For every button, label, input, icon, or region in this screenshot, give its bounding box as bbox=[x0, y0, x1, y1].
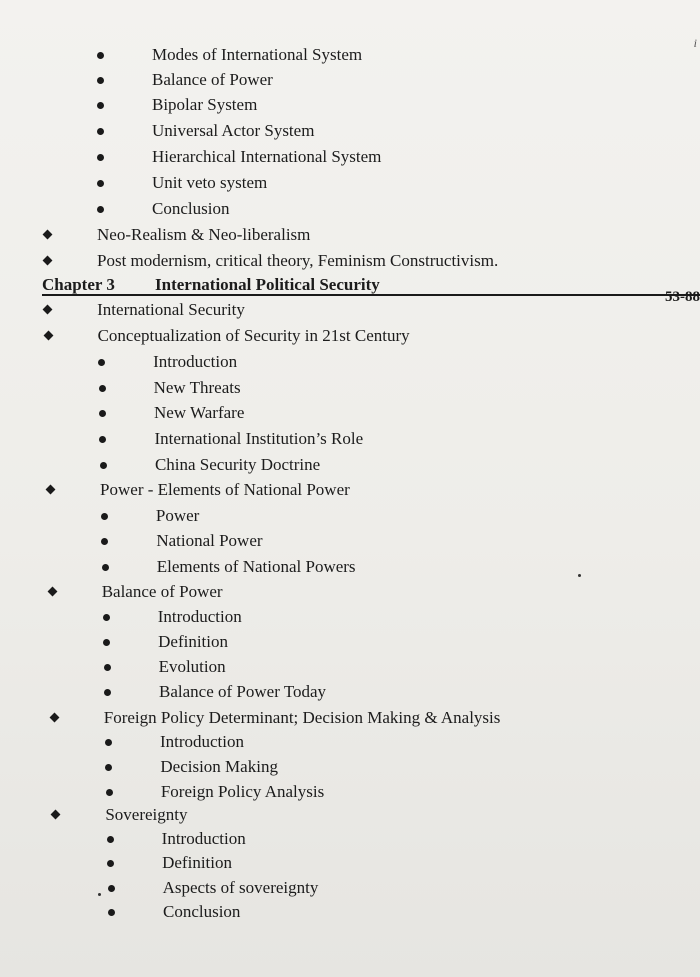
diamond-bullet-icon bbox=[43, 305, 53, 315]
subtopic-label: Universal Actor System bbox=[152, 121, 315, 140]
round-bullet-icon bbox=[108, 909, 115, 916]
round-bullet-icon bbox=[108, 885, 115, 892]
chapter-underline bbox=[42, 294, 700, 296]
subtopic-label: China Security Doctrine bbox=[154, 455, 321, 474]
diamond-bullet-icon bbox=[43, 256, 53, 266]
subtopic-label: Modes of International System bbox=[152, 45, 363, 64]
topic-label: Balance of Power bbox=[101, 582, 223, 601]
topic-label: Post modernism, critical theory, Feminism Constructivism. bbox=[97, 251, 499, 270]
subtopic-label: Foreign Policy Analysis bbox=[160, 782, 325, 801]
round-bullet-icon bbox=[102, 564, 109, 571]
round-bullet-icon bbox=[97, 77, 104, 84]
diamond-bullet-icon bbox=[43, 331, 53, 341]
round-bullet-icon bbox=[107, 860, 114, 867]
subtopic-label: Definition bbox=[158, 632, 229, 651]
round-bullet-icon bbox=[101, 513, 108, 520]
diamond-bullet-icon bbox=[51, 810, 61, 820]
diamond-bullet-icon bbox=[46, 485, 56, 495]
page-edge-mark: i bbox=[693, 36, 697, 50]
subtopic-label: Conclusion bbox=[152, 199, 230, 218]
topic-label: Conceptualization of Security in 21st Century bbox=[97, 326, 410, 345]
subtopic-label: Introduction bbox=[161, 829, 246, 848]
chapter-number: Chapter 3 bbox=[42, 275, 115, 294]
round-bullet-icon bbox=[103, 614, 110, 621]
subtopic-label: Conclusion bbox=[162, 902, 241, 921]
subtopic-label: Aspects of sovereignty bbox=[162, 878, 319, 897]
subtopic-label: Definition bbox=[162, 853, 232, 872]
subtopic-label: Introduction bbox=[153, 352, 238, 371]
round-bullet-icon bbox=[100, 462, 107, 469]
round-bullet-icon bbox=[99, 385, 106, 392]
round-bullet-icon bbox=[98, 359, 105, 366]
print-speck bbox=[98, 893, 101, 896]
diamond-bullet-icon bbox=[43, 230, 53, 240]
subtopic-label: New Threats bbox=[153, 378, 241, 397]
round-bullet-icon bbox=[106, 789, 113, 796]
round-bullet-icon bbox=[103, 639, 110, 646]
round-bullet-icon bbox=[101, 538, 108, 545]
topic-label: Power - Elements of National Power bbox=[100, 480, 350, 499]
subtopic-label: Bipolar System bbox=[152, 95, 258, 114]
subtopic-label: International Institution’s Role bbox=[154, 429, 364, 448]
chapter-title: International Political Security bbox=[155, 275, 380, 294]
round-bullet-icon bbox=[97, 154, 104, 161]
subtopic-label: Balance of Power bbox=[152, 70, 273, 89]
round-bullet-icon bbox=[104, 664, 111, 671]
subtopic-label: Introduction bbox=[159, 732, 244, 751]
subtopic-label: Decision Making bbox=[160, 757, 278, 776]
chapter-page-range: 53-88 bbox=[665, 289, 700, 305]
round-bullet-icon bbox=[97, 52, 104, 59]
print-speck bbox=[578, 574, 581, 577]
round-bullet-icon bbox=[104, 689, 111, 696]
subtopic-label: National Power bbox=[156, 531, 263, 550]
subtopic-label: Power bbox=[155, 506, 200, 525]
subtopic-label: Elements of National Powers bbox=[156, 557, 356, 576]
topic-label: International Security bbox=[97, 300, 245, 319]
subtopic-label: Balance of Power Today bbox=[159, 682, 327, 701]
round-bullet-icon bbox=[105, 739, 112, 746]
round-bullet-icon bbox=[97, 180, 104, 187]
round-bullet-icon bbox=[99, 436, 106, 443]
topic-label: Foreign Policy Determinant; Decision Making & Analysis bbox=[103, 708, 501, 727]
subtopic-label: Introduction bbox=[157, 607, 242, 626]
subtopic-label: Evolution bbox=[158, 657, 226, 676]
chapter-heading bbox=[42, 274, 700, 305]
round-bullet-icon bbox=[105, 764, 112, 771]
round-bullet-icon bbox=[99, 410, 106, 417]
topic-label: Sovereignty bbox=[105, 805, 188, 824]
round-bullet-icon bbox=[107, 836, 114, 843]
topic-label: Neo-Realism & Neo-liberalism bbox=[97, 225, 311, 244]
diamond-bullet-icon bbox=[47, 587, 57, 597]
round-bullet-icon bbox=[97, 206, 104, 213]
subtopic-label: New Warfare bbox=[154, 403, 245, 422]
round-bullet-icon bbox=[97, 128, 104, 135]
subtopic-label: Hierarchical International System bbox=[152, 147, 382, 166]
diamond-bullet-icon bbox=[49, 713, 59, 723]
round-bullet-icon bbox=[97, 102, 104, 109]
subtopic-label: Unit veto system bbox=[152, 173, 268, 192]
